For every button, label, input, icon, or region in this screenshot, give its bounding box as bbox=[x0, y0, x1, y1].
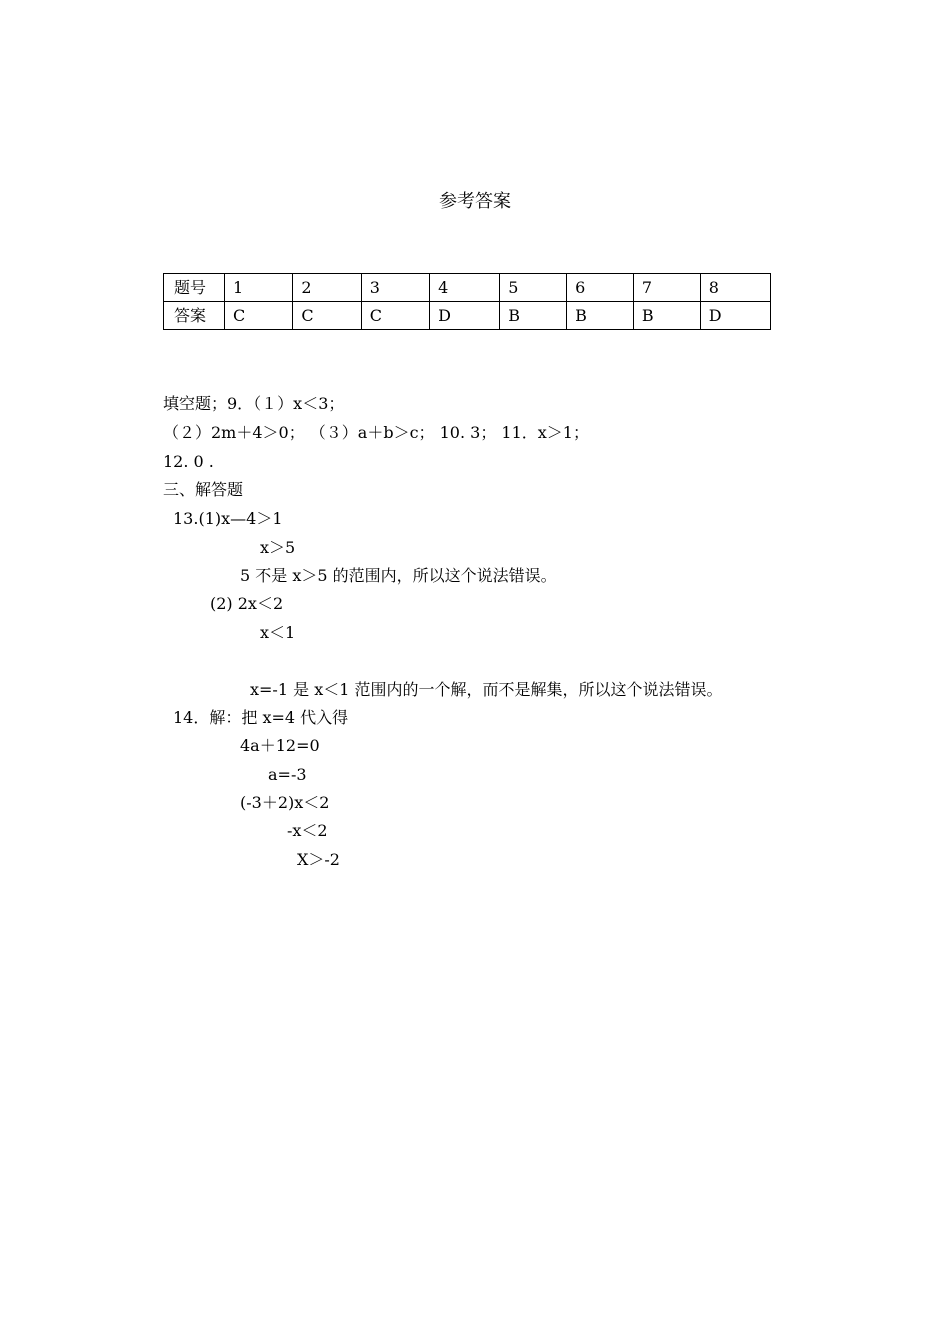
fill-in-line-2: （２）2m＋4＞0； （３）a＋b＞c； 10. 3； 11．x＞1； bbox=[163, 423, 589, 442]
table-cell-number: 3 bbox=[361, 274, 429, 302]
table-cell-number: 8 bbox=[700, 274, 770, 302]
table-cell-number: 1 bbox=[225, 274, 293, 302]
table-cell-number: 4 bbox=[430, 274, 500, 302]
q14-line-1: 14．解：把 x=4 代入得 bbox=[173, 708, 349, 727]
table-cell-number: 6 bbox=[567, 274, 634, 302]
table-cell-answer: C bbox=[293, 302, 361, 330]
table-cell-answer: C bbox=[225, 302, 293, 330]
table-cell-number: 7 bbox=[633, 274, 700, 302]
table-cell-answer: D bbox=[430, 302, 500, 330]
table-cell-number: 5 bbox=[500, 274, 567, 302]
q14-line-3: a=-3 bbox=[268, 765, 307, 784]
table-cell-answer: B bbox=[633, 302, 700, 330]
table-cell-answer: D bbox=[700, 302, 770, 330]
q14-line-2: 4a＋12=0 bbox=[240, 736, 320, 755]
table-cell-number: 2 bbox=[293, 274, 361, 302]
table-cell-answer: C bbox=[361, 302, 429, 330]
q13-line-6: x=-1 是 x＜1 范围内的一个解，而不是解集，所以这个说法错误。 bbox=[250, 680, 723, 699]
answer-table bbox=[163, 273, 771, 330]
q14-line-4: (-3＋2)x＜2 bbox=[240, 793, 330, 812]
section-heading: 三、解答题 bbox=[163, 480, 244, 499]
q13-line-3: 5 不是 x＞5 的范围内，所以这个说法错误。 bbox=[240, 566, 557, 585]
q13-line-1: 13.(1)x—4＞1 bbox=[173, 509, 283, 528]
q13-line-2: x＞5 bbox=[260, 538, 296, 557]
table-cell-answer: B bbox=[500, 302, 567, 330]
table-cell-answer: B bbox=[567, 302, 634, 330]
q14-line-5: -x＜2 bbox=[287, 821, 328, 840]
q13-line-5: x＜1 bbox=[260, 623, 296, 642]
page-title: 参考答案 bbox=[439, 191, 511, 212]
table-row-answers bbox=[164, 302, 771, 330]
row-label-number: 题号 bbox=[164, 274, 225, 302]
row-label-answer: 答案 bbox=[164, 302, 225, 330]
fill-in-line-1: 填空题；9．（１）x＜3； bbox=[163, 394, 345, 413]
q14-line-6: X＞-2 bbox=[297, 850, 340, 869]
fill-in-line-3: 12. 0 . bbox=[163, 452, 214, 471]
table-row-numbers bbox=[164, 274, 771, 302]
q13-line-4: (2) 2x＜2 bbox=[210, 594, 284, 613]
